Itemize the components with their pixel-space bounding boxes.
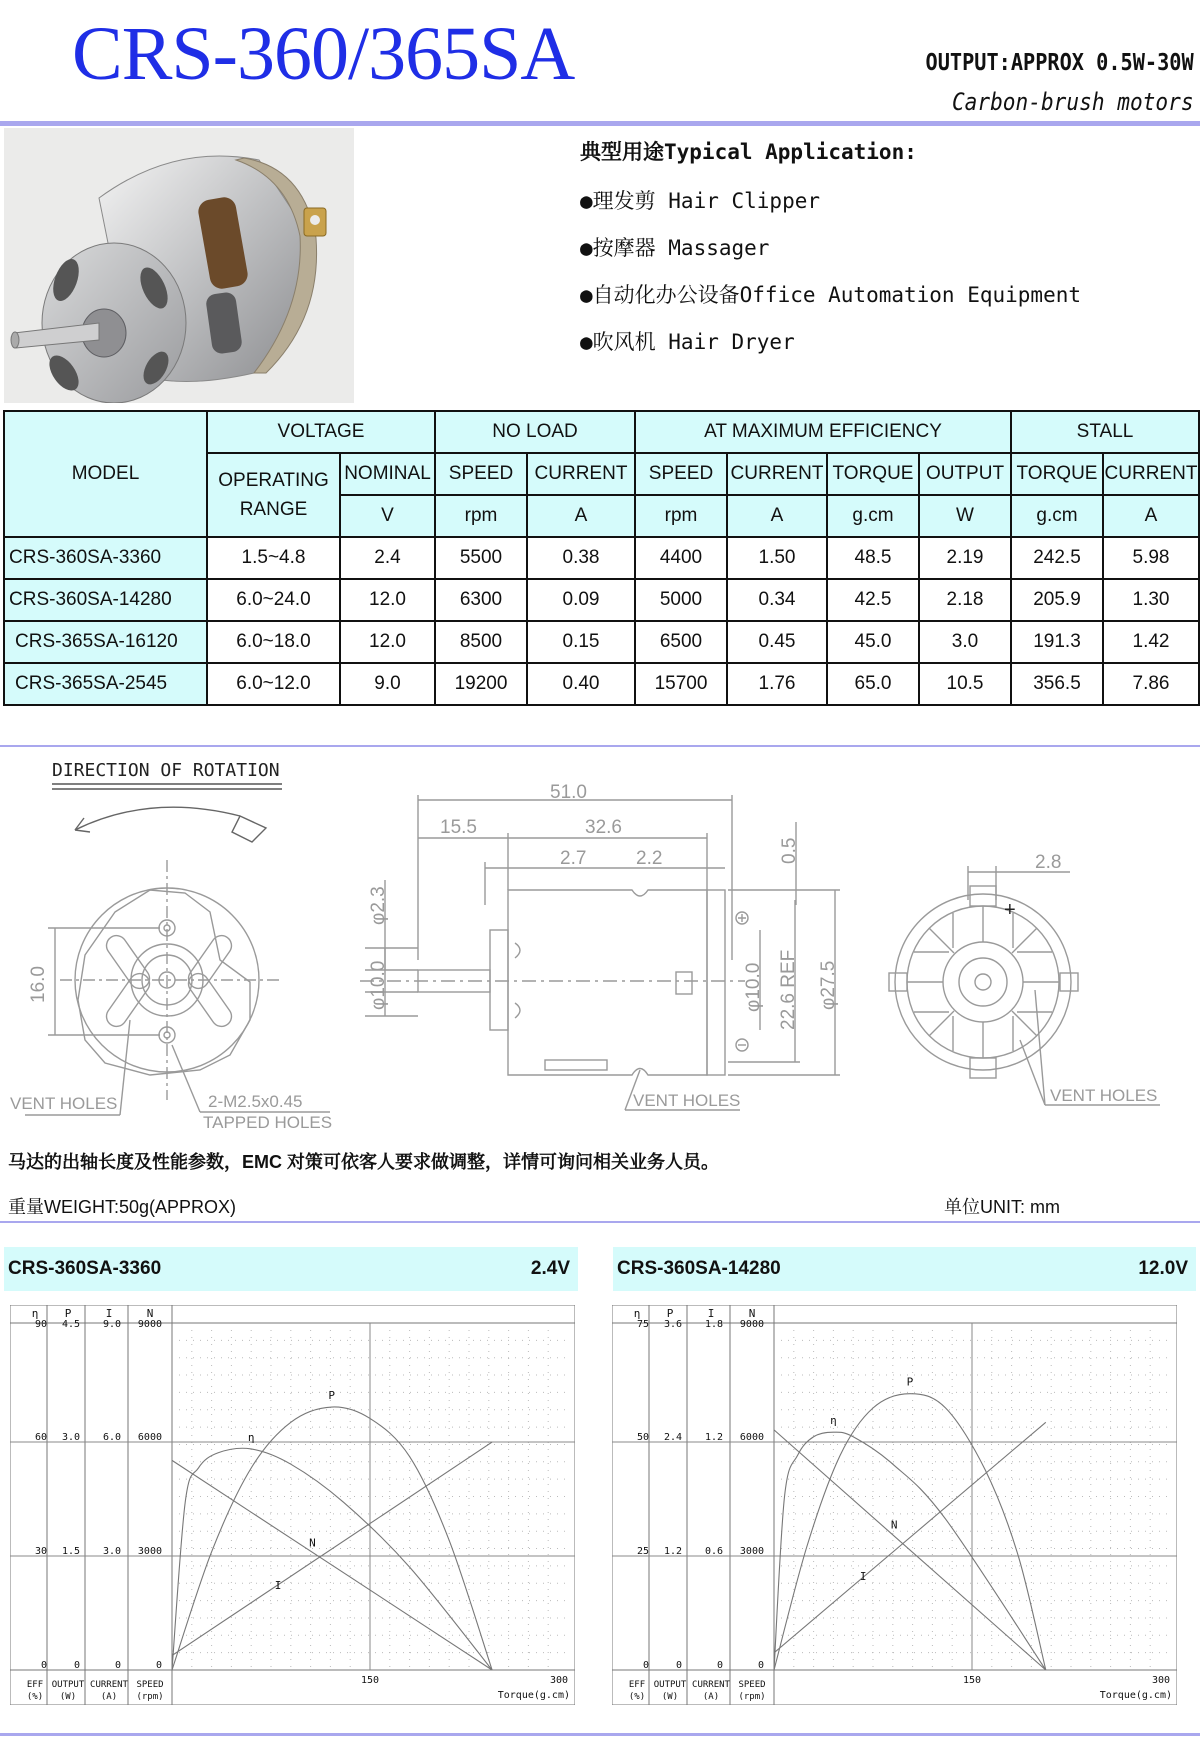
model-cell: CRS-365SA-2545 — [4, 663, 207, 705]
curve-label-eta: η — [247, 1430, 255, 1444]
rotation-arrow-head — [232, 816, 266, 842]
header-voltage: VOLTAGE — [207, 411, 435, 453]
chart-2-voltage: 12.0V — [1138, 1258, 1188, 1279]
value-cell: 6500 — [635, 621, 727, 663]
curve-label-eta: η — [830, 1414, 837, 1428]
polarity-plus: + — [1004, 899, 1016, 921]
vent-holes-label-right: VENT HOLES — [1050, 1086, 1158, 1105]
y-tick-label: 3000 — [739, 1546, 764, 1557]
unit-label: 单位UNIT: mm — [944, 1197, 1060, 1217]
dim-16: 16.0 — [28, 966, 49, 1003]
value-cell: 15700 — [635, 663, 727, 705]
chart-1-voltage: 2.4V — [530, 1258, 570, 1279]
curve-label-p: P — [328, 1389, 336, 1403]
technical-drawing — [0, 750, 1200, 1135]
header-me-speed: SPEED — [635, 453, 727, 495]
value-cell: 19200 — [435, 663, 527, 705]
header-model: MODEL — [4, 411, 207, 537]
value-cell: 6.0~24.0 — [207, 579, 340, 621]
value-cell: 10.5 — [919, 663, 1011, 705]
header-me-output: OUTPUT — [919, 453, 1011, 495]
axis-unit: (rpm) — [738, 1692, 766, 1702]
model-cell: CRS-365SA-16120 — [4, 621, 207, 663]
value-cell: 48.5 — [827, 537, 919, 579]
value-cell: 65.0 — [827, 663, 919, 705]
axis-symbol: P — [64, 1307, 72, 1320]
y-tick-label: 0 — [73, 1660, 80, 1671]
dim-15-5: 15.5 — [440, 817, 477, 838]
x-axis-label: Torque(g.cm) — [1099, 1690, 1172, 1701]
y-tick-label: 6000 — [739, 1432, 764, 1443]
y-tick-label: 1.2 — [704, 1432, 723, 1443]
axis-symbol: I — [105, 1307, 113, 1320]
value-cell: 2.18 — [919, 579, 1011, 621]
value-cell: 12.0 — [340, 621, 435, 663]
y-tick-label: 9.0 — [102, 1319, 121, 1330]
product-subtitle: Carbon-brush motors — [952, 88, 1194, 116]
y-tick-label: 3.0 — [102, 1546, 121, 1557]
y-tick-label: 0 — [642, 1660, 649, 1671]
rotation-arrow — [75, 807, 240, 830]
y-tick-label: 9000 — [739, 1319, 764, 1330]
series-line-eta — [172, 1448, 492, 1670]
axis-unit: (%) — [26, 1692, 44, 1702]
chart-header-1 — [4, 1247, 578, 1291]
customization-note: 马达的出轴长度及性能参数，EMC 对策可依客人要求做调整，详情可询问相关业务人员。 — [8, 1152, 719, 1172]
y-tick-label: 1.8 — [704, 1319, 723, 1330]
value-cell: 5500 — [435, 537, 527, 579]
x-tick-label: 300 — [549, 1675, 568, 1686]
y-tick-label: 3.0 — [61, 1432, 80, 1443]
y-tick-label: 25 — [636, 1546, 649, 1557]
y-tick-label: 0.6 — [704, 1546, 723, 1557]
weight-label: 重量WEIGHT:50g(APPROX) — [8, 1197, 237, 1217]
value-cell: 0.09 — [527, 579, 635, 621]
model-cell: CRS-360SA-14280 — [4, 579, 207, 621]
axis-symbol: η — [633, 1307, 641, 1320]
header-nominal: NOMINAL — [340, 453, 435, 495]
value-cell: 45.0 — [827, 621, 919, 663]
axis-symbol: I — [707, 1307, 715, 1320]
table-row — [4, 537, 1199, 579]
application-item: ●理发剪 Hair Clipper — [580, 189, 821, 213]
y-tick-label: 60 — [34, 1432, 47, 1443]
table-row — [4, 621, 1199, 663]
y-tick-label: 1.5 — [61, 1546, 80, 1557]
axis-name: OUTPUT — [653, 1680, 687, 1690]
y-tick-label: 2.4 — [663, 1432, 682, 1443]
y-tick-label: 0 — [675, 1660, 682, 1671]
value-cell: 7.86 — [1103, 663, 1199, 705]
table-row — [4, 663, 1199, 705]
axis-unit: (W) — [59, 1692, 77, 1702]
value-cell: 0.38 — [527, 537, 635, 579]
value-cell: 2.19 — [919, 537, 1011, 579]
value-cell: 5.98 — [1103, 537, 1199, 579]
value-cell: 0.15 — [527, 621, 635, 663]
application-item: ●吹风机 Hair Dryer — [580, 330, 795, 354]
spec-table — [3, 410, 1200, 706]
unit-nl-speed: rpm — [435, 495, 527, 537]
header-divider — [0, 121, 1200, 126]
dim-2-8: 2.8 — [1035, 852, 1062, 873]
value-cell: 1.76 — [727, 663, 827, 705]
x-tick-label: 150 — [962, 1675, 982, 1686]
header-operating-range: OPERATING RANGE — [207, 453, 340, 537]
value-cell: 1.50 — [727, 537, 827, 579]
header-max-efficiency: AT MAXIMUM EFFICIENCY — [635, 411, 1011, 453]
footer-divider — [0, 1733, 1200, 1736]
curve-label-n: N — [309, 1536, 316, 1550]
motor-photo — [4, 128, 354, 403]
value-cell: 1.5~4.8 — [207, 537, 340, 579]
axis-unit: (W) — [661, 1692, 679, 1702]
unit-nl-current: A — [527, 495, 635, 537]
dim-0-5: 0.5 — [779, 837, 800, 864]
tapped-holes-label: TAPPED HOLES — [203, 1113, 333, 1132]
axis-symbol: P — [666, 1307, 674, 1320]
value-cell: 3.0 — [919, 621, 1011, 663]
curve-label-i: I — [859, 1570, 867, 1584]
unit-st-torque: g.cm — [1011, 495, 1103, 537]
header-me-torque: TORQUE — [827, 453, 919, 495]
header-nl-speed: SPEED — [435, 453, 527, 495]
header-st-current: CURRENT — [1103, 453, 1199, 495]
motor-illustration — [4, 128, 354, 403]
vent-holes-label-mid: VENT HOLES — [633, 1091, 741, 1110]
series-line-n — [172, 1460, 492, 1670]
dim-shaft-diameter: φ2.3 — [368, 886, 389, 925]
axis-name: CURRENT — [692, 1680, 730, 1690]
value-cell: 0.45 — [727, 621, 827, 663]
header-nl-current: CURRENT — [527, 453, 635, 495]
chart-2-model: CRS-360SA-14280 — [617, 1258, 781, 1279]
series-line-n — [774, 1430, 1046, 1670]
y-tick-label: 0 — [40, 1660, 47, 1671]
dim-ref: 22.6 REF — [778, 949, 799, 1030]
application-item: ●按摩器 Massager — [580, 236, 770, 260]
value-cell: 12.0 — [340, 579, 435, 621]
y-tick-label: 90 — [34, 1319, 47, 1330]
curve-label-p: P — [906, 1375, 914, 1389]
axis-symbol: N — [748, 1307, 756, 1320]
unit-nominal: V — [340, 495, 435, 537]
y-tick-label: 1.2 — [663, 1546, 682, 1557]
notes-divider — [0, 1221, 1200, 1223]
value-cell: 6300 — [435, 579, 527, 621]
dim-2-7: 2.7 — [560, 848, 587, 869]
chart-header-2 — [613, 1247, 1196, 1291]
table-row — [4, 579, 1199, 621]
value-cell: 0.40 — [527, 663, 635, 705]
vent-holes-label-left: VENT HOLES — [10, 1094, 118, 1113]
tapped-holes-spec: 2-M2.5x0.45 — [208, 1092, 303, 1111]
y-tick-label: 3000 — [137, 1546, 162, 1557]
axis-name: CURRENT — [90, 1680, 128, 1690]
value-cell: 5000 — [635, 579, 727, 621]
y-tick-label: 6.0 — [102, 1432, 121, 1443]
y-tick-label: 30 — [34, 1546, 47, 1557]
output-range: OUTPUT:APPROX 0.5W-30W — [925, 50, 1194, 76]
x-axis-label: Torque(g.cm) — [497, 1690, 570, 1701]
value-cell: 42.5 — [827, 579, 919, 621]
value-cell: 1.42 — [1103, 621, 1199, 663]
y-tick-label: 4.5 — [61, 1319, 80, 1330]
unit-me-torque: g.cm — [827, 495, 919, 537]
series-line-p — [172, 1407, 492, 1670]
axis-symbol: η — [31, 1307, 39, 1320]
header-stall: STALL — [1011, 411, 1199, 453]
series-line-p — [774, 1394, 1046, 1670]
dim-body-diameter: φ27.5 — [818, 960, 839, 1010]
value-cell: 205.9 — [1011, 579, 1103, 621]
dim-32-6: 32.6 — [585, 817, 622, 838]
header-no-load: NO LOAD — [435, 411, 635, 453]
curve-label-n: N — [890, 1518, 898, 1532]
application-item: ●自动化办公设备Office Automation Equipment — [580, 283, 1082, 307]
axis-unit: (%) — [628, 1692, 646, 1702]
value-cell: 8500 — [435, 621, 527, 663]
x-tick-label: 300 — [1151, 1675, 1170, 1686]
y-tick-label: 6000 — [137, 1432, 162, 1443]
x-tick-label: 150 — [360, 1675, 380, 1686]
value-cell: 6.0~12.0 — [207, 663, 340, 705]
back-view-right — [889, 852, 1160, 1105]
unit-st-current: A — [1103, 495, 1199, 537]
y-tick-label: 9000 — [137, 1319, 162, 1330]
y-tick-label: 0 — [757, 1660, 764, 1671]
rotation-label: DIRECTION OF ROTATION — [52, 760, 280, 781]
value-cell: 242.5 — [1011, 537, 1103, 579]
chart-1-model: CRS-360SA-3360 — [8, 1258, 162, 1279]
axis-unit: (A) — [100, 1692, 118, 1702]
y-tick-label: 0 — [716, 1660, 723, 1671]
unit-me-speed: rpm — [635, 495, 727, 537]
y-tick-label: 3.6 — [663, 1319, 682, 1330]
model-cell: CRS-360SA-3360 — [4, 537, 207, 579]
application-title: 典型用途Typical Application: — [580, 140, 917, 164]
value-cell: 356.5 — [1011, 663, 1103, 705]
performance-chart-1 — [10, 1305, 575, 1705]
y-tick-label: 50 — [636, 1432, 649, 1443]
unit-me-output: W — [919, 495, 1011, 537]
axis-name: SPEED — [136, 1680, 164, 1690]
y-tick-label: 75 — [636, 1319, 649, 1330]
axis-symbol: N — [146, 1307, 154, 1320]
value-cell: 2.4 — [340, 537, 435, 579]
value-cell: 1.30 — [1103, 579, 1199, 621]
value-cell: 6.0~18.0 — [207, 621, 340, 663]
axis-name: OUTPUT — [51, 1680, 85, 1690]
page-title: CRS-360/365SA — [72, 12, 575, 96]
header-st-torque: TORQUE — [1011, 453, 1103, 495]
axis-name: SPEED — [738, 1680, 766, 1690]
dim-total-length: 51.0 — [550, 782, 587, 803]
dim-boss-diameter: φ10.0 — [743, 962, 764, 1012]
header-me-current: CURRENT — [727, 453, 827, 495]
side-view — [360, 782, 840, 1110]
table-divider — [0, 745, 1200, 747]
axis-unit: (rpm) — [136, 1692, 164, 1702]
value-cell: 191.3 — [1011, 621, 1103, 663]
value-cell: 0.34 — [727, 579, 827, 621]
axis-unit: (A) — [702, 1692, 720, 1702]
typical-application — [580, 136, 1081, 373]
value-cell: 9.0 — [340, 663, 435, 705]
curve-label-i: I — [274, 1578, 282, 1592]
unit-me-current: A — [727, 495, 827, 537]
value-cell: 4400 — [635, 537, 727, 579]
series-line-i — [172, 1442, 492, 1655]
performance-chart-2 — [612, 1305, 1177, 1705]
axis-name: EFF — [26, 1680, 44, 1690]
y-tick-label: 0 — [114, 1660, 121, 1671]
dim-2-2: 2.2 — [636, 848, 663, 869]
dim-shaft-bearing: φ10.0 — [368, 960, 389, 1010]
y-tick-label: 0 — [155, 1660, 162, 1671]
axis-name: EFF — [628, 1680, 646, 1690]
front-view-left — [10, 860, 332, 1132]
